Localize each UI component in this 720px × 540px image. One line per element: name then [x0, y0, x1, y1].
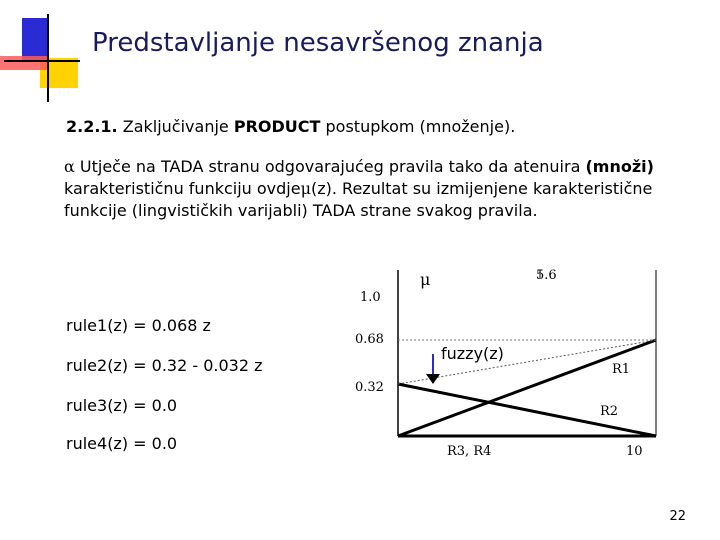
fuzzy-arrow-head — [426, 374, 440, 384]
section-text-bold: PRODUCT — [233, 117, 321, 136]
slide-title: Predstavljanje nesavršenog znanja — [92, 28, 544, 58]
section-text-pre: Zaključivanje — [122, 117, 229, 136]
mu-symbol: μ — [300, 179, 311, 198]
section-number: 2.2.1. — [66, 117, 118, 136]
curve-label-r3-r4: R3, R4 — [447, 444, 492, 459]
rule-3: rule3(z) = 0.0 — [66, 396, 178, 415]
rule-2: rule2(z) = 0.32 - 0.032 z — [66, 356, 263, 375]
paragraph-text-bold: (množi) — [585, 157, 654, 176]
rule-4: rule4(z) = 0.0 — [66, 434, 178, 453]
paragraph-text-1: Utječe na TADA stranu odgovarajućeg pravila tako da atenuira — [79, 157, 581, 176]
x-label-10: 10 — [626, 444, 643, 459]
y-label-0-68: 0.68 — [355, 332, 384, 347]
y-axis-mu-label: μ — [420, 270, 431, 289]
x-label-5-6: 5.6 — [536, 268, 557, 283]
curve-label-r2: R2 — [600, 404, 619, 419]
r1-line — [398, 340, 656, 436]
y-label-1-0: 1.0 — [360, 290, 381, 305]
paragraph-text-2: karakterističnu funkciju ovdje — [64, 179, 301, 198]
page-number: 22 — [669, 509, 686, 524]
alpha-bullet-icon: α — [64, 157, 75, 176]
rule-1: rule1(z) = 0.068 z — [66, 316, 211, 335]
paragraph-text-3: (z). Rezultat su izmijenjene karakteristične funkcije (lingvističkih varijabli) TADA strane svakog pravila. — [64, 179, 653, 220]
section-text-post: postupkom (množenje). — [325, 117, 516, 136]
curve-label-r1: R1 — [612, 362, 631, 377]
y-label-0-32: 0.32 — [355, 380, 384, 395]
fuzzy-label: fuzzy(z) — [441, 344, 504, 363]
